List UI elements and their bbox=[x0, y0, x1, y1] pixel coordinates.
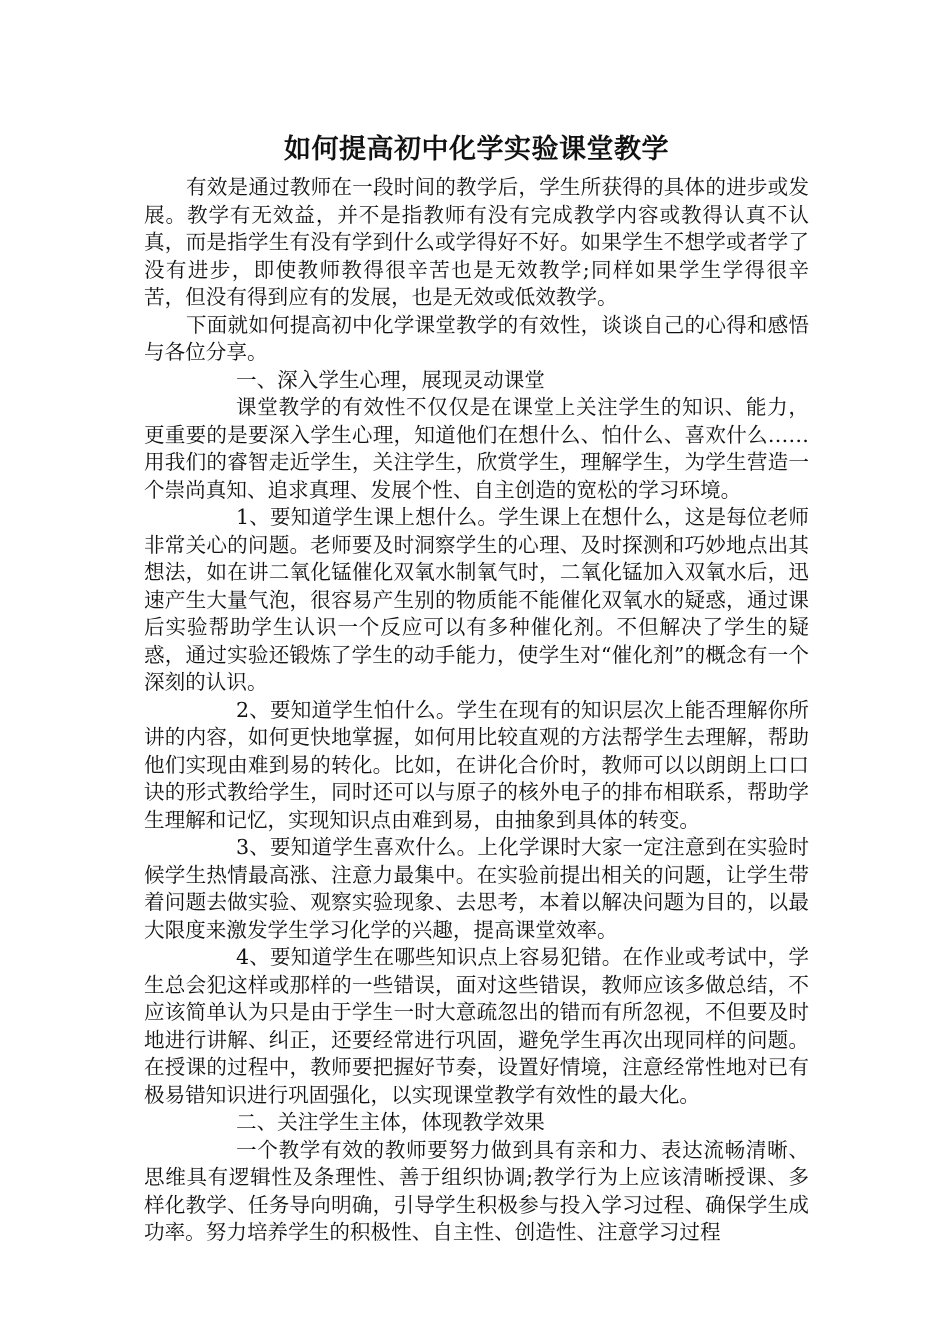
document-page bbox=[144, 130, 809, 1247]
paragraph-overview: 下面就如何提高初中化学课堂教学的有效性，谈谈自己的心得和感悟与各位分享。 bbox=[144, 312, 809, 364]
section-heading-2: 二、关注学生主体，体现教学效果 bbox=[236, 1110, 545, 1134]
paragraph-section-1-body: 课堂教学的有效性不仅仅是在课堂上关注学生的知识、能力，更重要的是要深入学生心理，知道他们在想什么、怕什么、喜欢什么……用我们的睿智走近学生，关注学生，欣赏学生，理解学生，为学生营造一个崇尚真知、追求真理、发展个性、自主创造的宽松的学习环境。 bbox=[144, 395, 809, 502]
paragraph-intro: 有效是通过教师在一段时间的教学后，学生所获得的具体的进步或发展。教学有无效益，并不是指教师有没有完成教学内容或教得认真不认真，而是指学生有没有学到什么或学得好不好。如果学生不想学或者学了没有进步，即使教师教得很辛苦也是无效教学;同样如果学生学得很辛苦，但没有得到应有的发展，也是无效或低效教学。 bbox=[144, 175, 809, 309]
paragraph-point-4: 4、要知道学生在哪些知识点上容易犯错。在作业或考试中，学生总会犯这样或那样的一些错误，面对这些错误，教师应该多做总结，不应该简单认为只是由于学生一时大意疏忽出的错而有所忽视，不但要及时地进行讲解、纠正，还要经常进行巩固，避免学生再次出现同样的问题。在授课的过程中，教师要把握好节奏，设置好情境，注意经常性地对已有极易错知识进行巩固强化，以实现课堂教学有效性的最大化。 bbox=[144, 945, 809, 1107]
paragraph-section-2-body: 一个教学有效的教师要努力做到具有亲和力、表达流畅清晰、思维具有逻辑性及条理性、善于组织协调;教学行为上应该清晰授课、多样化教学、任务导向明确，引导学生积极参与投入学习过程、确保学生成功率。努力培养学生的积极性、自主性、创造性、注意学习过程 bbox=[144, 1137, 809, 1244]
document-title: 如何提高初中化学实验课堂教学 bbox=[284, 134, 669, 165]
paragraph-point-3: 3、要知道学生喜欢什么。上化学课时大家一定注意到在实验时候学生热情最高涨、注意力最集中。在实验前提出相关的问题，让学生带着问题去做实验、观察实验现象、去思考，本着以解决问题为目的，以最大限度来激发学生学习化学的兴趣，提高课堂效率。 bbox=[144, 835, 809, 942]
section-heading-1: 一、深入学生心理，展现灵动课堂 bbox=[236, 367, 545, 392]
paragraph-point-2: 2、要知道学生怕什么。学生在现有的知识层次上能否理解你所讲的内容，如何更快地掌握，如何用比较直观的方法帮学生去理解，帮助他们实现由难到易的转化。比如，在讲化合价时，教师可以以朗朗上口口诀的形式教给学生，同时还可以与原子的核外电子的排布相联系，帮助学生理解和记忆，实现知识点由难到易，由抽象到具体的转变。 bbox=[144, 697, 809, 832]
paragraph-point-1: 1、要知道学生课上想什么。学生课上在想什么，这是每位老师非常关心的问题。老师要及时洞察学生的心理、及时探测和巧妙地点出其想法，如在讲二氧化锰催化双氧水制氧气时，二氧化锰加入双氧水后，迅速产生大量气泡，很容易产生别的物质能不能催化双氧水的疑惑，通过课后实验帮助学生认识一个反应可以有多种催化剂。不但解决了学生的疑惑，通过实验还锻炼了学生的动手能力，使学生对“催化剂”的概念有一个深刻的认识。 bbox=[144, 505, 809, 694]
